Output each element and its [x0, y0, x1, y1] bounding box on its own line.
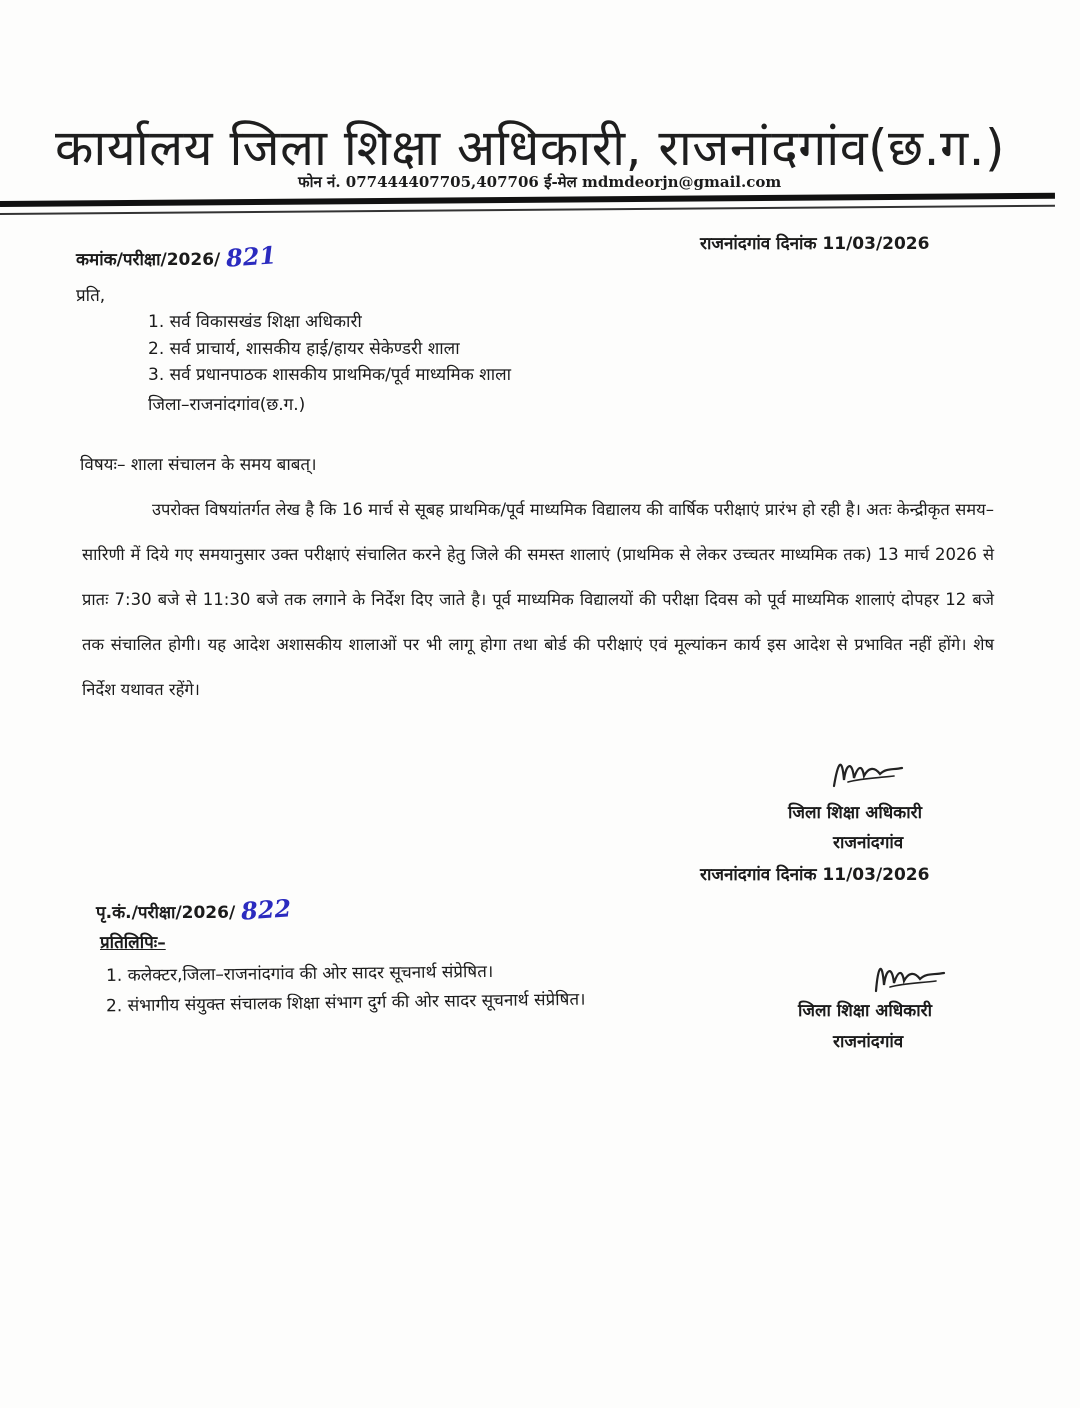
- copy-item: 1. कलेक्टर,जिला–राजनांदगांव की ओर सादर सूचनार्थ संप्रेषित।: [105, 961, 494, 987]
- signatory-title: जिला शिक्षा अधिकारी: [798, 1001, 932, 1021]
- handwritten-ref-number: 821: [225, 240, 278, 273]
- header-rule-thin: [0, 205, 1055, 215]
- office-title: कार्यालय जिला शिक्षा अधिकारी, राजनांदगांव(छ.ग.): [54, 119, 1006, 177]
- reference-prefix: कमांक/परीक्षा/2026/: [76, 250, 221, 270]
- signatory-title: जिला शिक्षा अधिकारी: [788, 803, 922, 823]
- handwritten-endorsement-number: 822: [240, 893, 293, 926]
- endorsement-ref-prefix: पृ.कं./परीक्षा/2026/: [96, 903, 236, 923]
- copy-item: 2. संभागीय संयुक्त संचालक शिक्षा संभाग दुर्ग की ओर सादर सूचनार्थ संप्रेषित।: [105, 989, 586, 1017]
- letter-body: उपरोक्त विषयांतर्गत लेख है कि 16 मार्च से सूबह प्राथमिक/पूर्व माध्यमिक विद्यालय की वार्षिक परीक्षाएं प्रारंभ हो रही है। अतः केन्द्रीकृत समय–सारिणी में दिये गए समयानुसार उक्त परीक्षाएं संचालित करने हेतु जिले की समस्त शालाएं (प्राथमिक से लेकर उच्चतर माध्यमिक तक) 13 मार्च 2026 से प्रातः 7:30 बजे से 11:30 बजे तक लगाने के निर्देश दिए जाते है। पूर्व माध्यमिक विद्यालयों की परीक्षा दिवस को पूर्व माध्यमिक शालाएं दोपहर 12 बजे तक संचालित होगी। यह आदेश अशासकीय शालाओं पर भी लागू होगा तथा बोर्ड की परीक्षाएं एवं मूल्यांकन कार्य इस आदेश से प्रभावित नहीं होंगे। शेष निर्देश यथावत रहेंगे।: [82, 500, 994, 699]
- header-rule-thick: [0, 193, 1055, 207]
- signatory-place: राजनांदगांव: [833, 1032, 904, 1052]
- recipient-item: 3. सर्व प्रधानपाठक शासकीय प्राथमिक/पूर्व माध्यमिक शाला: [148, 365, 512, 385]
- subject-line: विषयः– शाला संचालन के समय बाबत्।: [80, 455, 317, 475]
- recipient-item: 1. सर्व विकासखंड शिक्षा अधिकारी: [148, 312, 362, 332]
- recipient-item: 2. सर्व प्राचार्य, शासकीय हाई/हायर सेकेण्डरी शाला: [148, 339, 460, 359]
- letter-date: राजनांदगांव दिनांक 11/03/2026: [700, 234, 930, 254]
- signatory-place: राजनांदगांव: [833, 833, 904, 853]
- signature-scribble: [868, 955, 948, 997]
- contact-line: फोन नं. 077444407705,407706 ई-मेल mdmdeorjn@gmail.com: [298, 173, 782, 191]
- copy-label: प्रतिलिपिः–: [100, 933, 166, 953]
- endorsement-reference: [96, 895, 291, 924]
- reference-number: [76, 242, 276, 271]
- district-line: जिला–राजनांदगांव(छ.ग.): [148, 395, 306, 415]
- endorsement-date: राजनांदगांव दिनांक 11/03/2026: [700, 865, 930, 885]
- signature-scribble: [828, 752, 908, 794]
- to-label: प्रति,: [76, 286, 106, 306]
